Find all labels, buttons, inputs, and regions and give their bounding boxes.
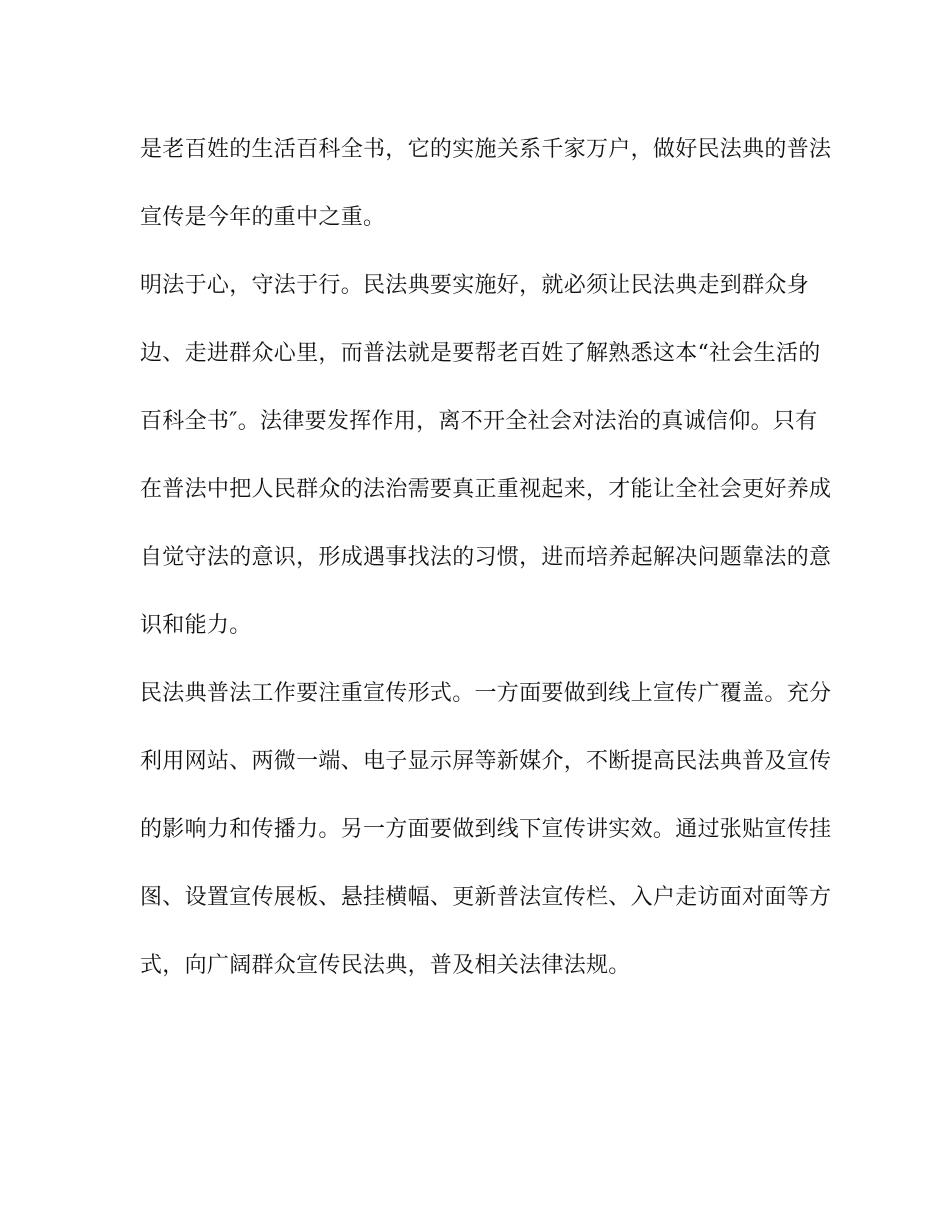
text-line: 是老百姓的生活百科全书，它的实施关系千家万户，做好民法典的普法 <box>140 137 832 162</box>
text-line: 边、走进群众心里，而普法就是要帮老百姓了解熟悉这本“社会生活的 <box>140 341 821 366</box>
text-line: 自觉守法的意识，形成遇事找法的习惯，进而培养起解决问题靠法的意 <box>140 545 832 570</box>
body-text <box>140 128 832 1012</box>
text-line: 在普法中把人民群众的法治需要真正重视起来，才能让全社会更好养成 <box>140 477 832 502</box>
text-line: 民法典普法工作要注重宣传形式。一方面要做到线上宣传广覆盖。充分 <box>140 681 832 706</box>
text-line: 识和能力。 <box>140 613 252 638</box>
text-line: 的影响力和传播力。另一方面要做到线下宣传讲实效。通过张贴宣传挂 <box>140 817 832 842</box>
text-line: 利用网站、两微一端、电子显示屏等新媒介，不断提高民法典普及宣传 <box>140 749 832 774</box>
text-line: 明法于心，守法于行。民法典要实施好，就必须让民法典走到群众身 <box>140 273 810 298</box>
text-line: 宣传是今年的重中之重。 <box>140 205 386 230</box>
text-line: 图、设置宣传展板、悬挂横幅、更新普法宣传栏、入户走访面对面等方 <box>140 885 832 910</box>
text-line: 百科全书″。法律要发挥作用，离不开全社会对法治的真诚信仰。只有 <box>140 409 818 434</box>
text-line: 式，向广阔群众宣传民法典，普及相关法律法规。 <box>140 953 631 978</box>
